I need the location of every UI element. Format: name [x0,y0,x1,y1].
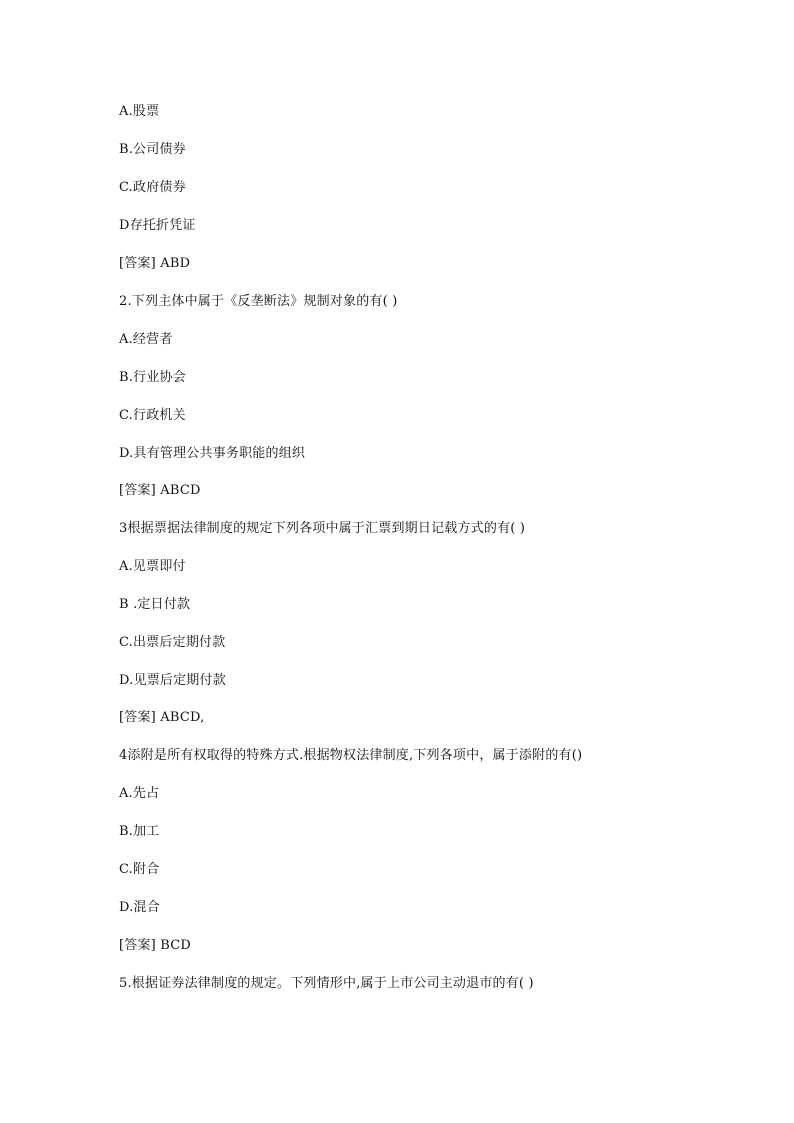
question-5: 5.根据证券法律制度的规定。下列情形中,属于上市公司主动退市的有( ) [119,976,534,991]
answer-2: [答案] ABCD [119,483,201,498]
option-c-government-bond: C.政府债券 [119,180,186,195]
answer-1: [答案] ABD [119,256,191,271]
q4-option-a: A.先占 [119,786,160,801]
q4-option-d: D.混合 [119,900,160,915]
question-4: 4添附是所有权取得的特殊方式.根据物权法律制度,下列各项中，属于添附的有() [119,748,583,763]
q2-option-a: A.经营者 [119,332,173,347]
q3-option-a: A.见票即付 [119,559,186,574]
option-d-depositary-receipt: D存托折凭证 [119,218,196,233]
q3-option-c: C.出票后定期付款 [119,635,226,650]
q4-option-c: C.附合 [119,862,160,877]
answer-4: [答案] BCD [119,938,192,953]
answer-3: [答案] ABCD, [119,710,205,725]
q2-option-c: C.行政机关 [119,408,186,423]
question-3: 3根据票据法律制度的规定下列各项中属于汇票到期日记载方式的有( ) [119,521,526,536]
question-2: 2.下列主体中属于《反垄断法》规制对象的有( ) [119,294,398,309]
q2-option-b: B.行业协会 [119,370,186,385]
q4-option-b: B.加工 [119,824,160,839]
q3-option-b: B .定日付款 [119,597,191,612]
option-b-corporate-bond: B.公司债券 [119,142,186,157]
q2-option-d: D.具有管理公共事务职能的组织 [119,446,306,461]
option-a-stock: A.股票 [119,104,160,119]
q3-option-d: D.见票后定期付款 [119,673,226,688]
